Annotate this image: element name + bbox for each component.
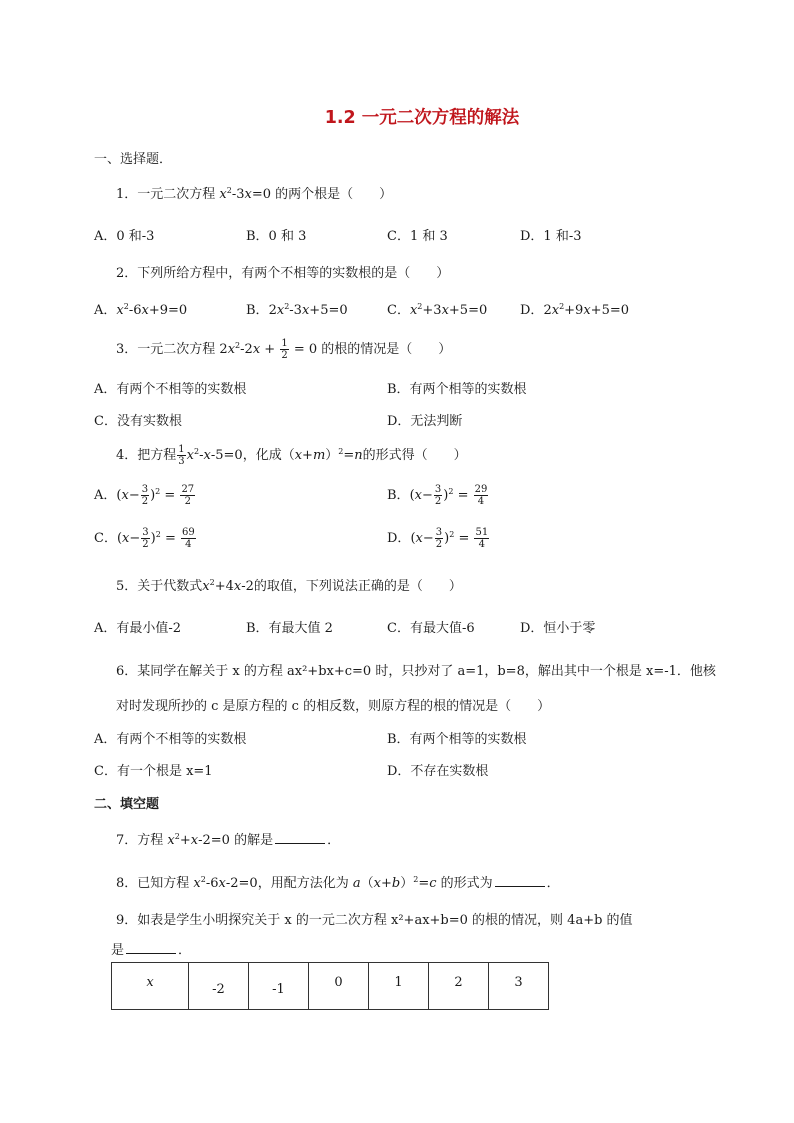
- q2-option-a[interactable]: A．$x^2-6x+9=0$: [94, 302, 188, 318]
- question-6-line-2: 对时发现所抄的 c 是原方程的 c 的相反数，则原方程的根的情况是（ ）: [116, 699, 551, 714]
- table-cell: -1: [249, 963, 309, 1010]
- q3-option-c[interactable]: C．没有实数根: [94, 414, 182, 429]
- question-3: 3．一元二次方程 $2x^2-2x$ + $\frac{1}{2}$ = 0 的根的情况是（ ）: [116, 338, 452, 361]
- q1-option-b[interactable]: B．0 和 3: [246, 229, 307, 244]
- table-cell: 3: [489, 963, 549, 1010]
- q1-option-a[interactable]: A．0 和-3: [94, 229, 155, 244]
- q5-option-a[interactable]: A．有最小值-2: [94, 621, 182, 636]
- section-heading-fill-blank: 二、填空题: [94, 797, 160, 812]
- table-cell: -2: [189, 963, 249, 1010]
- page-title: 1.2 一元二次方程的解法: [324, 108, 520, 128]
- fraction-one-half: $\frac{1}{2}$: [281, 338, 288, 361]
- q5-option-b[interactable]: B．有最大值 2: [246, 621, 333, 636]
- table-cell: 0: [309, 963, 369, 1010]
- q1-option-c[interactable]: C．1 和 3: [387, 229, 448, 244]
- question-4: 4．把方程 $\frac{1}{3}$ $x^2-x-5=0$，化成$(x+m)^2=n$的形式得（ ）: [116, 444, 467, 467]
- answer-blank-q7[interactable]: [275, 832, 325, 844]
- q4-option-a[interactable]: A．(x− $\frac{3}{2}$ )$^2$ = $\frac{27}{2}$: [94, 484, 195, 507]
- question-6-line-1: 6．某同学在解关于 x 的方程 ax²+bx+c=0 时，只抄对了 a=1，b=8，解出其中一个根是 x=-1．他核: [116, 664, 716, 679]
- table-cell: 1: [369, 963, 429, 1010]
- q4-option-d[interactable]: D．(x− $\frac{3}{2}$ )$^2$ = $\frac{51}{4}$: [387, 527, 489, 550]
- q5-option-c[interactable]: C．有最大值-6: [387, 621, 475, 636]
- section-heading-choice: 一、选择题．: [94, 152, 173, 167]
- question-5: 5．关于代数式$x^2+4x-2$的取值，下列说法正确的是（ ）: [116, 578, 462, 594]
- table-row: [112, 963, 549, 1010]
- question-9-line-1: 9．如表是学生小明探究关于 x 的一元二次方程 x²+ax+b=0 的根的情况，则 4a+b 的值: [116, 913, 633, 928]
- q2-option-b[interactable]: B．$2x^2-3x+5=0$: [246, 302, 348, 318]
- q2-option-d[interactable]: D．$2x^2+9x+5=0$: [520, 302, 629, 318]
- q3-option-a[interactable]: A．有两个不相等的实数根: [94, 382, 247, 397]
- q4-option-b[interactable]: B．(x− $\frac{3}{2}$ )$^2$ = $\frac{29}{4}$: [387, 484, 488, 507]
- q3-option-b[interactable]: B．有两个相等的实数根: [387, 382, 527, 397]
- answer-blank-q9[interactable]: [126, 942, 176, 954]
- q2-option-c[interactable]: C．$x^2+3x+5=0$: [387, 302, 488, 318]
- table-cell: x: [112, 963, 189, 1010]
- question-2: 2．下列所给方程中，有两个不相等的实数根的是（ ）: [116, 266, 450, 281]
- root-exploration-table: [111, 962, 549, 1010]
- answer-blank-q8[interactable]: [495, 875, 545, 887]
- question-7: 7．方程 $x^2+x-2=0$ 的解是 ．: [116, 832, 341, 848]
- q4-option-c[interactable]: C．(x− $\frac{3}{2}$ )$^2$ = $\frac{69}{4}$: [94, 527, 195, 550]
- q1-option-d[interactable]: D．1 和-3: [520, 229, 582, 244]
- q6-option-b[interactable]: B．有两个相等的实数根: [387, 732, 527, 747]
- table-cell: 2: [429, 963, 489, 1010]
- question-8: 8．已知方程 $x^2-6x-2=0$，用配方法化为 $a(x+b)^2=c$ 的形式为 ．: [116, 875, 560, 891]
- q6-option-c[interactable]: C．有一个根是 x=1: [94, 764, 213, 779]
- question-9-line-2: 是 ．: [111, 943, 192, 958]
- question-1: 1．一元二次方程 $x^2-3x=0$ 的两个根是（ ）: [116, 186, 393, 202]
- q3-option-d[interactable]: D．无法判断: [387, 414, 463, 429]
- q5-option-d[interactable]: D．恒小于零: [520, 621, 596, 636]
- q6-option-a[interactable]: A．有两个不相等的实数根: [94, 732, 247, 747]
- q6-option-d[interactable]: D．不存在实数根: [387, 764, 489, 779]
